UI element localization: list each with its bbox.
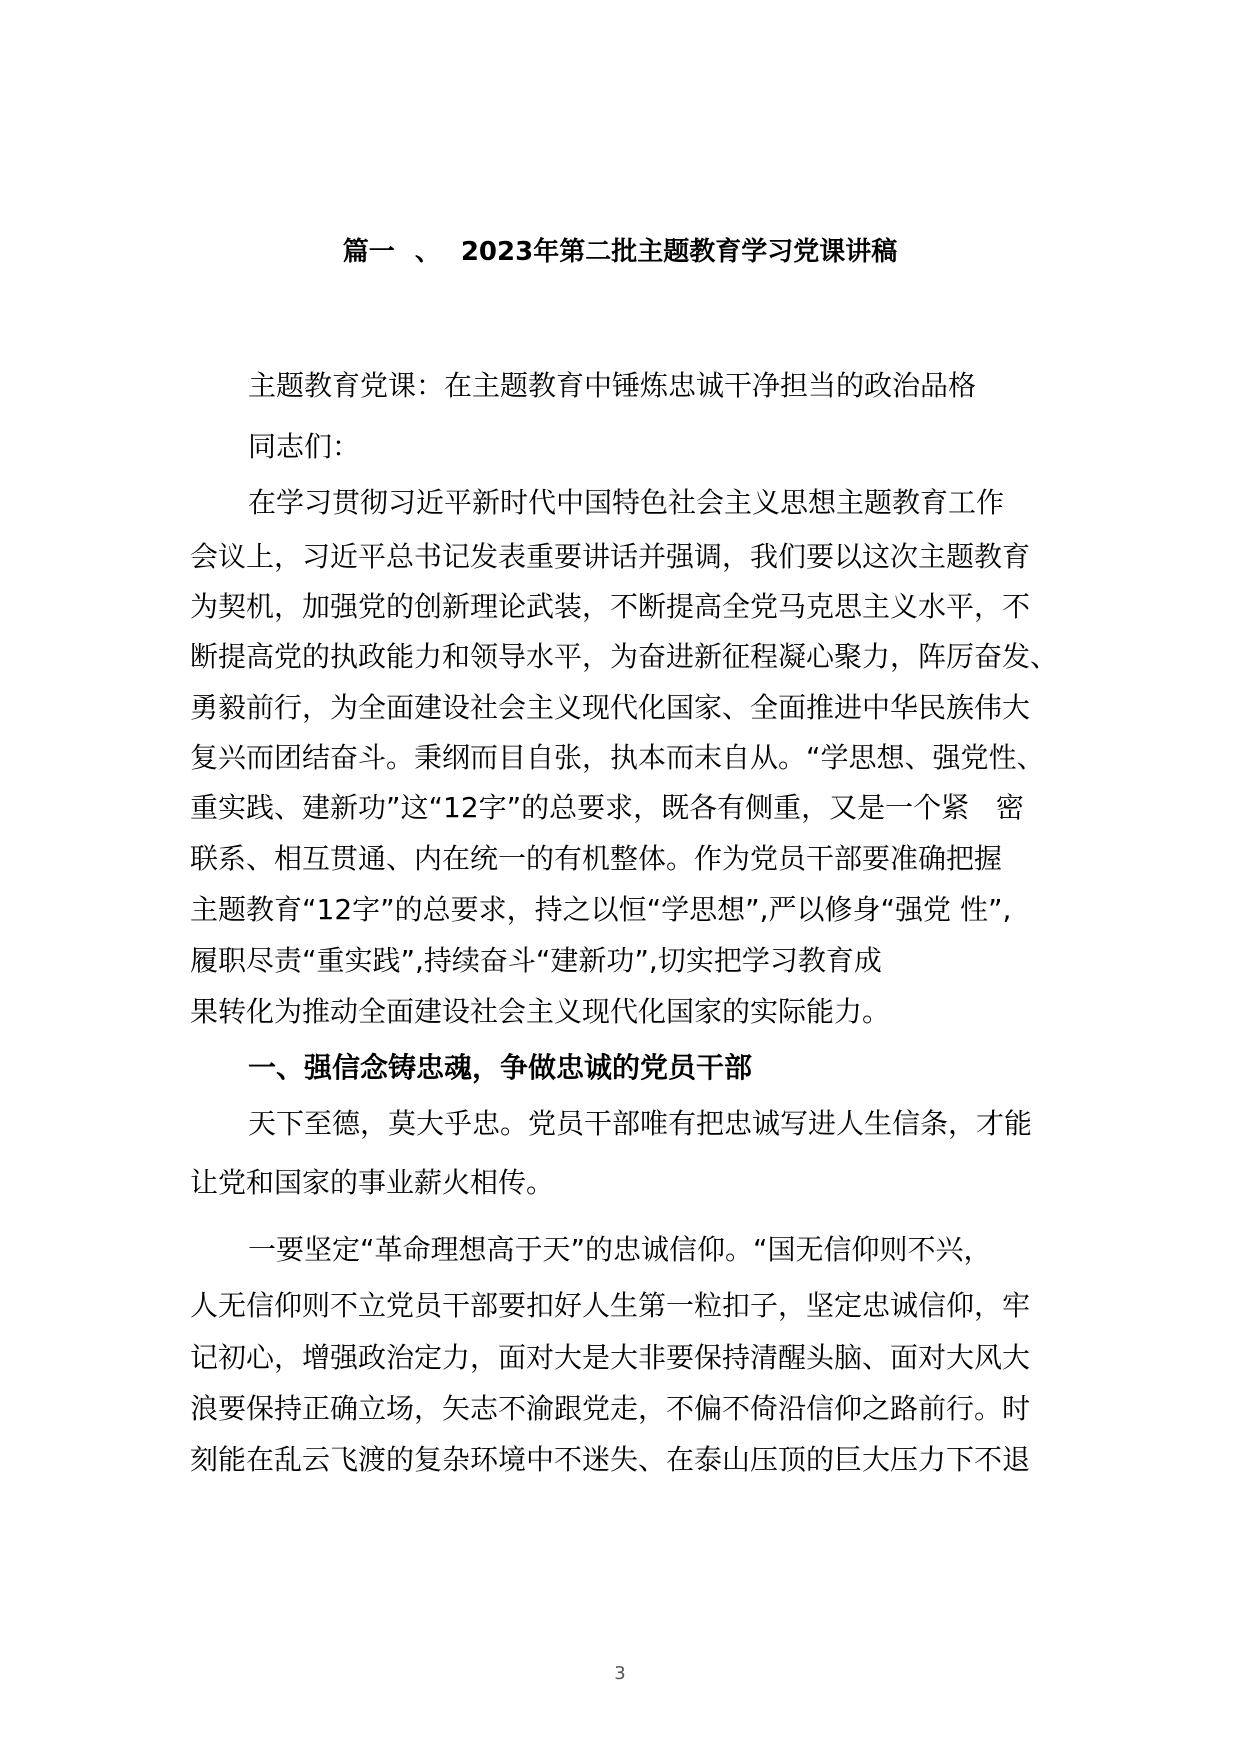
- paragraph-line: 会议上，习近平总书记发表重要讲话并强调，我们要以这次主题教育: [190, 540, 1031, 573]
- paragraph-line: 断提高党的执政能力和领导水平，为奋进新征程凝心聚力，阵厉奋发、: [190, 640, 1059, 673]
- paragraph-line: 主题教育“12字”的总要求，持之以恒“学思想”,严以修身“强党 性”,: [190, 893, 1012, 926]
- paragraph-line: 复兴而团结奋斗。秉纲而目自张，执本而末自从。“学思想、强党性、: [190, 741, 1045, 774]
- paragraph-line: 为契机，加强党的创新理论武装，不断提高全党马克思主义水平，不: [190, 590, 1031, 623]
- paragraph-line: 刻能在乱云飞渡的复杂环境中不迷失、在泰山压顶的巨大压力下不退: [190, 1443, 1031, 1476]
- paragraph-line: 勇毅前行，为全面建设社会主义现代化国家、全面推进中华民族伟大: [190, 691, 1031, 724]
- title-part: 篇一: [342, 237, 395, 267]
- paragraph-line: 一要坚定“革命理想高于天”的忠诚信仰。“国无信仰则不兴，: [248, 1233, 992, 1266]
- page-number: 3: [614, 1663, 626, 1684]
- section-heading: 一、强信念铸忠魂，争做忠诚的党员干部: [248, 1051, 753, 1084]
- paragraph-line: 在学习贯彻习近平新时代中国特色社会主义思想主题教育工作: [248, 486, 1005, 519]
- paragraph-line: 履职尽责“重实践”,持续奋斗“建新功”,切实把学习教育成: [190, 944, 882, 977]
- paragraph-line: 果转化为推动全面建设社会主义现代化国家的实际能力。: [190, 995, 891, 1028]
- paragraph-line: 联系、相互贯通、内在统一的有机整体。作为党员干部要准确把握: [190, 842, 1003, 875]
- paragraph-line: 浪要保持正确立场，矢志不渝跟党走，不偏不倚沿信仰之路前行。时: [190, 1392, 1031, 1425]
- document-subtitle: 主题教育党课：在主题教育中锤炼忠诚干净担当的政治品格: [248, 369, 977, 402]
- paragraph-line: 记初心，增强政治定力，面对大是大非要保持清醒头脑、面对大风大: [190, 1341, 1031, 1374]
- paragraph-line: 天下至德，莫大乎忠。党员干部唯有把忠诚写进人生信条，才能: [248, 1107, 1033, 1140]
- title-separator: 、: [414, 237, 441, 267]
- paragraph-line: 重实践、建新功”这“12字”的总要求，既各有侧重，又是一个紧 密: [190, 791, 1024, 824]
- document-title: [0, 232, 1240, 272]
- paragraph-line: 让党和国家的事业薪火相传。: [190, 1166, 555, 1199]
- salutation: 同志们：: [248, 430, 361, 463]
- paragraph-line: 人无信仰则不立党员干部要扣好人生第一粒扣子，坚定忠诚信仰，牢: [190, 1289, 1031, 1322]
- title-text: 2023年第二批主题教育学习党课讲稿: [460, 237, 898, 267]
